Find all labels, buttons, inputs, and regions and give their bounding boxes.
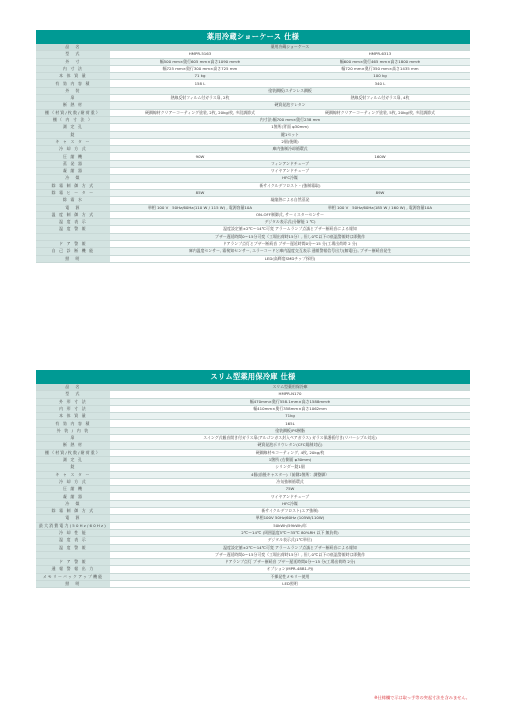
row-label: 冷 却 方 式 [36, 478, 110, 485]
row-label: 圧 縮 機 [36, 153, 110, 160]
row-value: 幅725 mm×奥行300 mm×高さ725 mm [110, 65, 290, 72]
spec-section-showcase [36, 30, 470, 263]
row-value: 100 kg [290, 73, 470, 80]
table-row [36, 573, 470, 580]
table-row [36, 95, 470, 102]
row-value: 硬鋼線材クリアーコーティング塗装, 2枚, 20kg/枚, 多段調節式 [110, 109, 290, 116]
row-label: 冷 媒 [36, 175, 110, 182]
table-row [36, 109, 470, 116]
table-row [36, 486, 470, 493]
table-row [36, 551, 470, 558]
table-row [36, 51, 470, 58]
row-value: 85W [110, 189, 290, 196]
table-row [36, 559, 470, 566]
row-value: 凝縮熱による自然蒸発 [110, 197, 470, 204]
table-row [36, 233, 470, 240]
table-row [36, 138, 470, 145]
row-label: 外 装 [36, 87, 110, 94]
table-row [36, 124, 470, 131]
table-row [36, 449, 470, 456]
row-value: ワイヤアンドチューブ [110, 493, 470, 500]
row-label: 扉 [36, 95, 110, 102]
row-label: 測 定 孔 [36, 456, 110, 463]
row-label: 凝 縮 器 [36, 168, 110, 175]
row-value: 塗装鋼板/ステンレス鋼板 [110, 87, 470, 94]
row-value: HMPR-5163 [110, 51, 290, 58]
table-row [36, 182, 470, 189]
row-value: 内寸法:幅700 mm×奥行238 mm [110, 116, 470, 123]
row-label: 断 熱 材 [36, 102, 110, 109]
row-value: 75W [110, 486, 470, 493]
row-value: 単相 100 V 50Hz/60Hz(185 W / 160 W) , 電源容量10A [290, 204, 470, 211]
row-value: 71 kg [110, 73, 290, 80]
table-row [36, 211, 470, 218]
row-label: 測 定 孔 [36, 124, 110, 131]
row-label: 冷 媒 [36, 500, 110, 507]
row-value: 不揮発性メモリー使用 [110, 573, 470, 580]
row-value: 硬質発泡ウレタン [110, 102, 470, 109]
table-row [36, 87, 470, 94]
row-value: 幅500 mm×奥行605 mm×高さ1090 mm※ [110, 58, 290, 65]
table-row [36, 435, 470, 442]
row-label: 温 度 警 報 [36, 226, 110, 233]
table-row [36, 131, 470, 138]
row-value: 単相 100 V 50Hz/60Hz(110 W / 115 W) , 電源容量10A [110, 204, 290, 211]
row-value: 庫内強制冷却循環式 [110, 146, 470, 153]
table-row [36, 175, 470, 182]
table-row [36, 522, 470, 529]
table-row [36, 160, 470, 167]
row-value: 幅720 mm×奥行350 mm×高さ1435 mm [290, 65, 470, 72]
row-label: 蒸 発 器 [36, 160, 110, 167]
table-row [36, 398, 470, 405]
table-row [36, 508, 470, 515]
table-row [36, 500, 470, 507]
table-row [36, 226, 470, 233]
row-label: 品 名 [36, 384, 110, 391]
section-title: スリム型薬用保冷庫 仕様 [36, 370, 470, 384]
row-label: 棚（材質/枚数/耐荷重） [36, 109, 110, 116]
row-value: オプション(MPR-48B1-PJ) [110, 566, 470, 573]
row-label: 冷 却 方 式 [36, 146, 110, 153]
table-row [36, 529, 470, 536]
table-row [36, 391, 470, 398]
row-value: 熱線反射フィルム付ガラス扉, 2枚 [110, 95, 290, 102]
row-label: ド ア 警 報 [36, 241, 110, 248]
table-row [36, 146, 470, 153]
row-value: スイング式観音開き付ガラス扉(アルゴンガス封入ペアガラス) ガラス保護板付き(リバーシブル対応) [110, 435, 470, 442]
table-row [36, 544, 470, 551]
table-row [36, 478, 470, 485]
spec-section-slim [36, 370, 470, 588]
row-label: 内 寸 法 [36, 65, 110, 72]
row-label: 品 名 [36, 44, 110, 51]
row-label: 断 熱 材 [36, 442, 110, 449]
row-label: 除 霜 ヒ ー タ ー [36, 189, 110, 196]
row-label: 棚（ 内 寸 法 ） [36, 116, 110, 123]
table-row [36, 153, 470, 160]
row-value: 新サイクルデフロスト・(強制霜取) [110, 182, 470, 189]
row-label: 圧 縮 機 [36, 486, 110, 493]
row-value: 90W [110, 153, 290, 160]
table-row [36, 168, 470, 175]
row-value: 71kg [110, 413, 470, 420]
row-label: 扉 [36, 435, 110, 442]
table-row [36, 471, 470, 478]
row-label: 自 己 診 断 機 能 [36, 248, 110, 255]
table-row [36, 464, 470, 471]
row-label: 外 寸 [36, 58, 110, 65]
row-value: 1箇所 (右側面 φ30mm) [110, 456, 470, 463]
row-label: 棚（材質/枚数/耐荷重） [36, 449, 110, 456]
row-value: ブザー遅延時間0〜15分可変（工場出荷時15分）, 但し0℃以下の低温警報時は即動作 [110, 551, 470, 558]
table-row [36, 204, 470, 211]
row-value: 幅600 mm×奥行465 mm×高さ1800 mm※ [290, 58, 470, 65]
row-value: デジタル表示式(1℃単位) [110, 537, 470, 544]
row-value: 硬質発泡ポリウレタン(CFC規制対応) [110, 442, 470, 449]
row-value: 鍵1セット [110, 131, 470, 138]
row-label: 外 装 / 内 装 [36, 427, 110, 434]
row-value: ブザー遅延時間0〜15分可変（工場出荷時15分）, 但し0℃以下の低温警報時は即動作 [110, 233, 470, 240]
row-label: 除 霜 制 御 方 式 [36, 182, 110, 189]
row-label: 凝 縮 器 [36, 493, 110, 500]
row-label: 最大消費電力(50Hz/60Hz) [36, 522, 110, 529]
row-label: 照 明 [36, 581, 110, 588]
row-label: 型 式 [36, 51, 110, 58]
row-value: 160W [290, 153, 470, 160]
table-row [36, 442, 470, 449]
row-value: デジタル表示式(分解能 1 ℃) [110, 219, 470, 226]
row-value: 89W [290, 189, 470, 196]
table-row [36, 515, 470, 522]
table-row [36, 189, 470, 196]
row-label: 冷 却 性 能 [36, 529, 110, 536]
table-row [36, 420, 470, 427]
row-label: メモリーバックアップ機能 [36, 573, 110, 580]
footnote: ※仕様欄で示は取っ手等の突起寸法を含みません。 [374, 695, 470, 700]
row-label [36, 551, 110, 558]
row-label: 除 霜 制 御 方 式 [36, 508, 110, 515]
row-value: 165L [110, 420, 470, 427]
row-label: 型 式 [36, 391, 110, 398]
row-value: 硬鋼線材モコーティング, 4枚, 20kg/枚 [110, 449, 470, 456]
row-label: 外 形 寸 法 [36, 398, 110, 405]
row-value: ワイヤアンドチューブ [110, 168, 470, 175]
row-value: HFC冷媒 [110, 500, 470, 507]
row-label: 除 霜 水 [36, 197, 110, 204]
row-value: 新サイクルデフロスト(エア強制) [110, 508, 470, 515]
row-label [36, 233, 110, 240]
row-value: 幅410mm×奥行358mm×高さ1062mm [110, 405, 470, 412]
row-value: LED照明 [110, 581, 470, 588]
row-value: HFC冷媒 [110, 175, 470, 182]
table-row [36, 255, 470, 262]
table-row [36, 116, 470, 123]
row-label: 錠 [36, 131, 110, 138]
row-value: 2個(後側) [110, 138, 470, 145]
row-value: 単相100V 50Hz/60Hz (105W/110W) [110, 515, 470, 522]
row-value: HMPR-N170 [110, 391, 470, 398]
row-value: 50kWh/59kWh/年 [110, 522, 470, 529]
row-label: ド ア 警 報 [36, 559, 110, 566]
table-row [36, 248, 470, 255]
row-label: キ ャ ス タ ー [36, 138, 110, 145]
table-row [36, 102, 470, 109]
table-row [36, 384, 470, 391]
row-value: スリム型薬用保冷庫 [110, 384, 470, 391]
row-value: 温度設定値±2℃〜14℃可変 アラームランプ点滅とブザー断続音による報知 [110, 544, 470, 551]
row-label: 温 度 警 報 [36, 544, 110, 551]
table-row [36, 581, 470, 588]
row-value: 幅470mm×奥行558.1mm×高さ1588mm※ [110, 398, 470, 405]
section-title: 薬用冷蔵ショーケース 仕様 [36, 30, 470, 44]
row-value: 硬鋼線材クリアーコーティング塗装, 5枚, 20kg/枚, 多段調節式 [290, 109, 470, 116]
table-row [36, 44, 470, 51]
row-value: 340 L [290, 80, 470, 87]
row-value: ドアランプ点灯とブザー断続音 ブザー遅延時間0分〜15 分(工場出荷時 2 分) [110, 241, 470, 248]
row-value: 冷気強制循環式 [110, 478, 470, 485]
table-row [36, 413, 470, 420]
table-row [36, 405, 470, 412]
table-row [36, 566, 470, 573]
table-row [36, 73, 470, 80]
row-value: 4個(前後キャスター)（前側2箇所：調整脚） [110, 471, 470, 478]
table-row [36, 456, 470, 463]
row-value: LED(高輝度SMDチップ採用) [110, 255, 470, 262]
table-row [36, 241, 470, 248]
table-row [36, 493, 470, 500]
table-row [36, 427, 470, 434]
row-label: 本 体 質 量 [36, 73, 110, 80]
table-row [36, 537, 470, 544]
row-value: フィンアンドチューブ [110, 160, 470, 167]
row-value: ON-OFF制御式, サーミスターセンサー [110, 211, 470, 218]
row-label: 有 効 内 容 積 [36, 420, 110, 427]
row-value: 1箇所(背面 φ30mm) [110, 124, 470, 131]
row-label: 通 報 警 報 出 力 [36, 566, 110, 573]
row-label: 本 体 質 量 [36, 413, 110, 420]
row-value: 2℃〜14℃ (周囲温度5℃〜35℃ 80%RH 以下 無負荷) [110, 529, 470, 536]
table-row [36, 80, 470, 87]
row-label: 電 源 [36, 515, 110, 522]
row-label: 照 明 [36, 255, 110, 262]
row-value: 庫内温度センサー, 霜検知センサー, エラーコードと庫内温度交互表示 通報警報信号出力(無電圧), ブザー断続音発生 [110, 248, 470, 255]
row-label: 温 度 制 御 方 式 [36, 211, 110, 218]
table-row [36, 219, 470, 226]
row-value: HMPR-6313 [290, 51, 470, 58]
row-label: 有 効 内 容 積 [36, 80, 110, 87]
row-value: 薬用冷蔵ショーケース [110, 44, 470, 51]
row-value: ドアランプ点灯 ブザー断続音 ブザー遅延時間0分〜15 分(工場出荷時 2分) [110, 559, 470, 566]
row-label: 温 度 表 示 [36, 219, 110, 226]
row-label: 電 源 [36, 204, 110, 211]
row-value: シリンダー錠1個 [110, 464, 470, 471]
row-value: 塗装鋼板/PS樹脂 [110, 427, 470, 434]
table-row [36, 65, 470, 72]
table-row [36, 197, 470, 204]
spec-table [36, 384, 470, 588]
spec-table [36, 44, 470, 263]
row-value: 158 L [110, 80, 290, 87]
row-label: 内 形 寸 法 [36, 405, 110, 412]
row-value: 熱線反射フィルム付ガラス扉, 4枚 [290, 95, 470, 102]
row-value: 温度設定値±2℃〜14℃可変 アラームランプ点滅とブザー断続音による報知 [110, 226, 470, 233]
row-label: 温 度 表 示 [36, 537, 110, 544]
row-label: キ ャ ス タ ー [36, 471, 110, 478]
table-row [36, 58, 470, 65]
row-label: 錠 [36, 464, 110, 471]
